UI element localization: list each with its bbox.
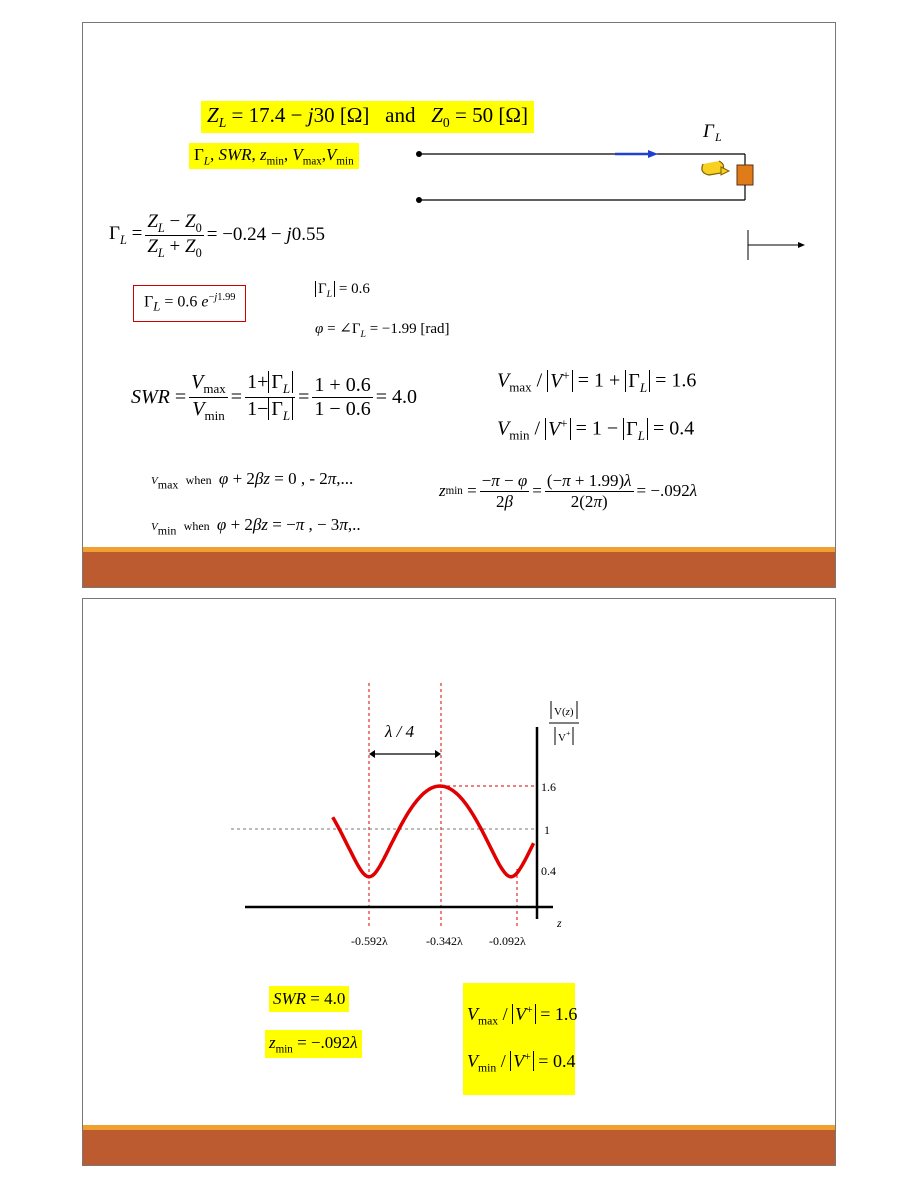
y-tick-0-4: 0.4 — [541, 864, 556, 878]
unknowns-list: $\Gamma_L$, SWR, $z_{min}$, $V_{max},V_{min}$ — [189, 143, 359, 169]
standing-wave-curve — [333, 786, 534, 877]
vmax-condition: $V_{max}$ when φ + 2βz = 0 , - 2π,... — [151, 469, 354, 492]
swr-equation: SWR = $\frac{V_{max}}{V_{min}}$ = $\frac{1+ \Gamma_L}{1- \Gamma_L}$ = $\frac{1 + 0.6}{1 - 0.6}$ = 4.0 — [131, 371, 417, 423]
slide-footer-bar — [83, 547, 835, 587]
wave-direction-arrow — [648, 150, 658, 158]
gamma-equation: $\Gamma_L$ = $\frac{Z_L - Z_0}{Z_L + Z_0}$ = −0.24 − j0.55 — [109, 211, 325, 260]
svg-text:V(z): V(z) — [554, 706, 574, 718]
summary-vmax: $V_{max} / V^+ = 1.6$ — [467, 1003, 578, 1028]
vmax-ratio: $V_{max} / V^+ = 1 + \Gamma_L = 1.6$ — [497, 367, 697, 395]
annotation-label: λ / 4 — [385, 722, 415, 741]
gamma-l-label: Γ — [703, 121, 714, 142]
y-axis-label — [549, 701, 579, 745]
vmin-ratio: $V_{min} / V^+ = 1 - \Gamma_L = 0.4$ — [497, 415, 695, 443]
y-tick-1: 1 — [544, 823, 550, 837]
slide-2 — [82, 598, 836, 1166]
slide-footer-bar — [83, 1125, 835, 1165]
x-tick-3: -0.092λ — [489, 934, 526, 948]
svg-text:V+: V+ — [558, 729, 571, 744]
slide-1 — [82, 22, 836, 588]
gamma-phase: $\varphi = \angle\Gamma_L = -1.99$ [rad] — [315, 321, 450, 340]
summary-zmin: $z_{min} = -.092\lambda$ — [265, 1030, 362, 1058]
zmin-equation: z min = $\frac{-\pi - \varphi}{2\beta}$ = $\frac{(-\pi + 1.99)\lambda}{2(2\pi)}$ = −.092 λ — [439, 471, 698, 511]
gamma-polar-box: $\Gamma_L = 0.6$ $e^{-j1.99}$ — [133, 285, 246, 322]
z-direction-arrow — [798, 242, 805, 248]
summary-swr: SWR = 4.0 — [269, 986, 349, 1012]
summary-voltages — [463, 983, 578, 1095]
standing-wave-chart — [223, 679, 603, 959]
svg-text:L: L — [715, 130, 722, 144]
x-tick-1: -0.592λ — [351, 934, 388, 948]
y-tick-1-6: 1.6 — [541, 780, 556, 794]
given-impedances: $Z_L = 17.4 - j30$ [Ω] and $Z_0 = 50$ [Ω] — [201, 101, 534, 133]
x-axis-label: z — [557, 916, 562, 930]
load-resistor — [737, 165, 753, 185]
x-tick-2: -0.342λ — [426, 934, 463, 948]
summary-vmin: $V_{min} / V^+ = 0.4$ — [467, 1049, 576, 1075]
gamma-magnitude: $\Gamma_L = 0.6$ — [315, 281, 370, 300]
transmission-line-diagram — [403, 115, 823, 275]
vmin-condition: $V_{min}$ when φ + 2βz = −π , − 3π,.. — [151, 515, 361, 538]
reflection-arrow-icon — [702, 161, 724, 175]
